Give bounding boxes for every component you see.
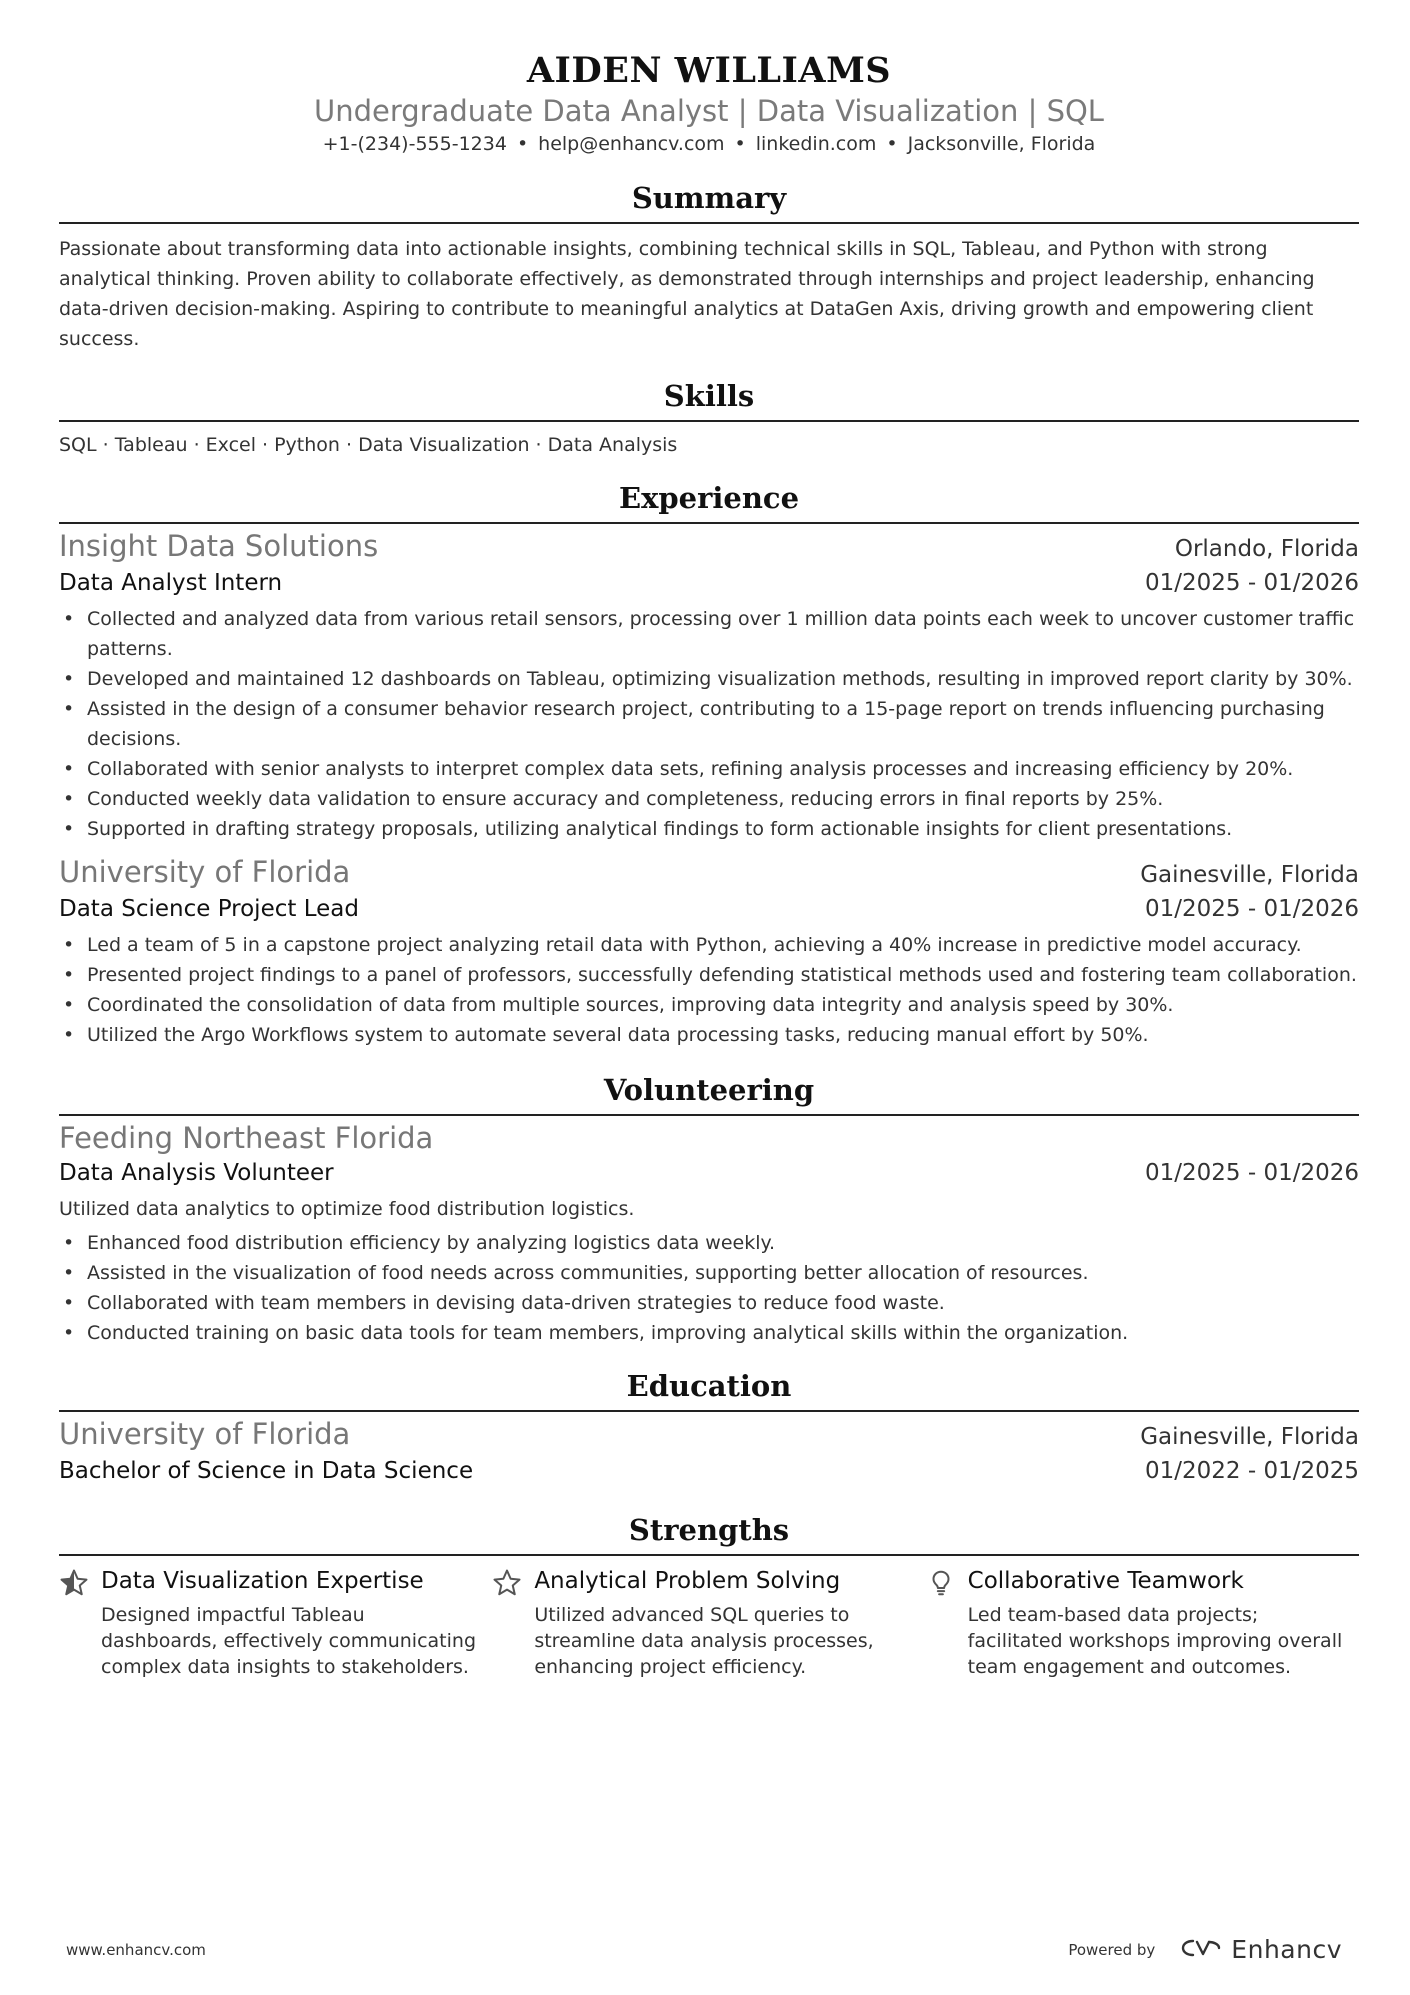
list-item: • Collected and analyzed data from various retail sensors, processing over 1 million data points each week to uncover customer traffic patterns. [59,604,1359,664]
section-divider [59,222,1359,224]
strengths-section [59,1510,1359,1680]
summary-text: Passionate about transforming data into actionable insights, combining technical skills in SQL, Tableau, and Python with strong analytical thinking. Proven ability to collaborate effectively, as demonstrated through internships and project leadership, enhancing data-driven decision-making. Aspiring to contribute to meaningful analytics at DataGen Axis, driving growth and empowering client success. [59,238,1315,350]
section-title-summary: Summary [631,181,787,215]
section-title-volunteering: Volunteering [603,1073,815,1107]
list-item: • Collaborated with senior analysts to interpret complex data sets, refining analysis processes and increasing efficiency by 20%. [59,754,1359,784]
job-title: Data Analyst Intern [59,570,283,596]
enhancv-logo-icon [1179,1936,1223,1964]
entry-header-row [59,528,1359,566]
strength-title: Analytical Problem Solving [534,1568,841,1594]
entry-role-row [59,892,1359,926]
achievement-list [59,1228,1359,1348]
section-divider [59,1114,1359,1116]
achievement-list [59,930,1359,1050]
strength-item [492,1564,925,1680]
star-half-icon [59,1564,101,1680]
contact-linkedin[interactable]: linkedin.com [755,133,877,155]
resume-header [59,0,1359,158]
list-item: • Collaborated with team members in devising data-driven strategies to reduce food waste. [59,1288,1359,1318]
strength-item [926,1564,1359,1680]
volunteer-description: Utilized data analytics to optimize food distribution logistics. [59,1198,635,1220]
strength-body [968,1564,1348,1680]
volunteer-role: Data Analysis Volunteer [59,1160,334,1186]
section-title-strengths: Strengths [628,1513,790,1547]
section-divider [59,1410,1359,1412]
employer-name: Insight Data Solutions [59,529,379,563]
school-name: University of Florida [59,1417,351,1451]
education-entry [59,1416,1359,1488]
powered-by-label: Powered by [1068,1940,1156,1959]
skills-list: SQL · Tableau · Excel · Python · Data Visualization · Data Analysis [59,434,678,456]
strength-body [534,1564,914,1680]
entry-role-row [59,1156,1359,1190]
footer-url[interactable]: www.enhancv.com [66,1940,206,1959]
page-footer [66,1935,1342,1964]
entry-role-row [59,1454,1359,1488]
contact-location: Jacksonville, Florida [907,133,1096,155]
footer-branding [1068,1935,1342,1964]
job-dates: 01/2025 - 01/2026 [1144,896,1359,922]
organization-name: Feeding Northeast Florida [59,1121,434,1155]
strength-description: Led team-based data projects; facilitated workshops improving overall team engagement and outcomes. [967,1604,1343,1678]
strength-description: Utilized advanced SQL queries to streamline data analysis processes, enhancing project efficiency. [534,1604,874,1678]
list-item: • Utilized the Argo Workflows system to automate several data processing tasks, reducing manual effort by 50%. [59,1020,1359,1050]
employer-location: Orlando, Florida [1174,536,1359,562]
separator-dot: • [886,133,898,155]
strength-item [59,1564,492,1680]
entry-header-row [59,1120,1359,1156]
list-item: • Presented project findings to a panel of professors, successfully defending statistical methods used and fostering team collaboration. [59,960,1359,990]
list-item: • Assisted in the visualization of food needs across communities, supporting better allocation of resources. [59,1258,1359,1288]
job-dates: 01/2025 - 01/2026 [1144,570,1359,596]
achievement-list [59,604,1359,844]
candidate-subtitle: Undergraduate Data Analyst | Data Visualization | SQL [314,94,1104,128]
section-title-experience: Experience [618,481,800,515]
list-item: • Enhanced food distribution efficiency by analyzing logistics data weekly. [59,1228,1359,1258]
entry-header-row [59,1416,1359,1454]
strength-title: Data Visualization Expertise [101,1568,424,1594]
section-title-education: Education [626,1369,792,1403]
job-title: Data Science Project Lead [59,896,359,922]
experience-section [59,478,1359,1050]
volunteer-dates: 01/2025 - 01/2026 [1144,1160,1359,1186]
volunteering-entry [59,1120,1359,1348]
star-outline-icon [492,1564,534,1680]
list-item: • Conducted weekly data validation to ensure accuracy and completeness, reducing errors in final reports by 25%. [59,784,1359,814]
experience-entry [59,528,1359,844]
list-item: • Developed and maintained 12 dashboards on Tableau, optimizing visualization methods, resulting in improved report clarity by 30%. [59,664,1359,694]
section-divider [59,522,1359,524]
strength-title: Collaborative Teamwork [967,1568,1244,1594]
contact-phone: +1-(234)-555-1234 [322,133,507,155]
degree-name: Bachelor of Science in Data Science [59,1458,474,1484]
strengths-grid [59,1564,1359,1680]
section-divider [59,420,1359,422]
strength-description: Designed impactful Tableau dashboards, effectively communicating complex data insights to stakeholders. [101,1604,476,1678]
summary-section [59,178,1359,354]
skills-section [59,376,1359,460]
lightbulb-icon [926,1564,968,1680]
strength-body [101,1564,481,1680]
school-location: Gainesville, Florida [1140,1424,1359,1450]
list-item: • Coordinated the consolidation of data from multiple sources, improving data integrity and analysis speed by 30%. [59,990,1359,1020]
list-item: • Assisted in the design of a consumer behavior research project, contributing to a 15-page report on trends influencing purchasing decisions. [59,694,1359,754]
contact-line [59,130,1359,158]
entry-header-row [59,854,1359,892]
list-item: • Conducted training on basic data tools for team members, improving analytical skills within the organization. [59,1318,1359,1348]
contact-email[interactable]: help@enhancv.com [538,133,725,155]
experience-entry [59,854,1359,1050]
entry-role-row [59,566,1359,600]
section-title-skills: Skills [663,379,755,413]
employer-location: Gainesville, Florida [1140,862,1359,888]
education-section [59,1366,1359,1488]
section-divider [59,1554,1359,1556]
separator-dot: • [734,133,746,155]
separator-dot: • [516,133,529,155]
candidate-name: AIDEN WILLIAMS [526,50,892,91]
resume-page [59,0,1359,1680]
enhancv-brand[interactable]: Enhancv [1231,1935,1342,1964]
employer-name: University of Florida [59,855,351,889]
list-item: • Supported in drafting strategy proposals, utilizing analytical findings to form actionable insights for client presentations. [59,814,1359,844]
education-dates: 01/2022 - 01/2025 [1144,1458,1359,1484]
list-item: • Led a team of 5 in a capstone project analyzing retail data with Python, achieving a 40% increase in predictive model accuracy. [59,930,1359,960]
volunteering-section [59,1070,1359,1348]
